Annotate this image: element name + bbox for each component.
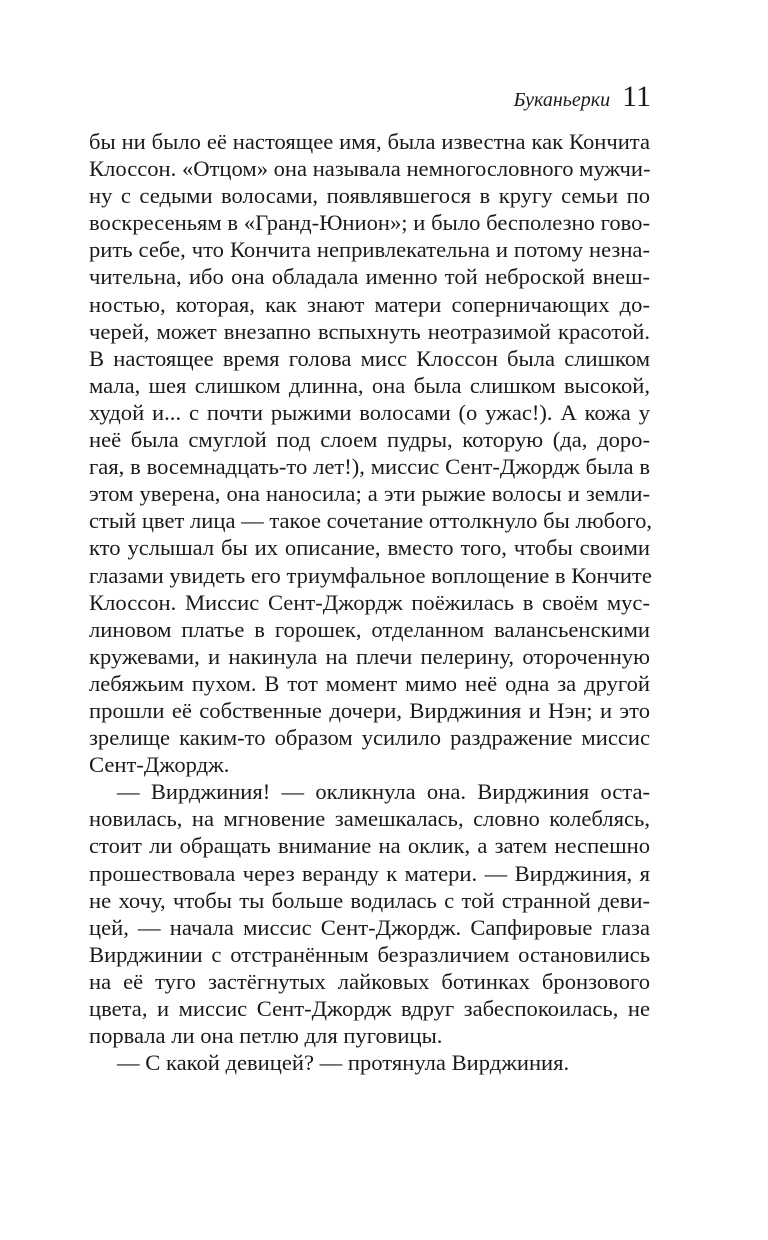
text-line: гая, в восемнадцать-то лет!), миссис Сент-Джордж была в (89, 454, 650, 480)
page-number: 11 (622, 80, 651, 113)
body-text (89, 128, 653, 1076)
text-line: Сент-Джордж. (89, 752, 230, 778)
text-line: новилась, на мгновение замешкалась, словно колеблясь, (89, 806, 650, 832)
text-line: неё была смуглой под слоем пудры, которую (да, доро- (89, 427, 650, 453)
running-title: Буканьерки (513, 89, 611, 111)
text-line: прошли её собственные дочери, Вирджиния и Нэн; и это (89, 697, 650, 723)
text-line: Клоссон. Миссис Сент-Джордж поёжилась в своём мус- (89, 589, 650, 615)
text-line: лебяжьим пухом. В тот момент мимо неё одна за другой (89, 670, 650, 696)
text-line: этом уверена, она наносила; а эти рыжие волосы и земли- (89, 481, 650, 507)
text-line: бы ни было её настоящее имя, была известна как Кончита (89, 129, 650, 154)
text-line: порвала ли она петлю для пуговицы. (89, 1023, 443, 1049)
text-line: зрелище каким-то образом усилило раздражение миссис (89, 725, 650, 751)
text-line: не хочу, чтобы ты больше водилась с той странной деви- (89, 887, 650, 913)
text-line: Клоссон. «Отцом» она называла немногословного мужчи- (89, 156, 651, 182)
text-line: — С какой девицей? — протянула Вирджиния. (117, 1050, 570, 1076)
text-line: стоит ли обращать внимание на оклик, а затем неспешно (89, 833, 650, 859)
text-line: чительна, ибо она обладала именно той неброской внеш- (89, 264, 650, 290)
text-line: кто услышал бы их описание, вместо того, чтобы своими (89, 535, 650, 561)
text-line: стый цвет лица — такое сочетание оттолкнуло бы любого, (89, 508, 653, 534)
text-line: рить себе, что Кончита непривлекательна и потому незна- (89, 237, 650, 263)
text-line: на её туго застёгнутых лайковых ботинках бронзового (89, 968, 650, 994)
paragraph (89, 778, 650, 1049)
text-line: мала, шея слишком длинна, она была слишком высокой, (89, 372, 650, 398)
running-header (514, 80, 651, 114)
text-line: — Вирджиния! — окликнула она. Вирджиния оста- (117, 779, 650, 805)
text-line: Вирджинии с отстранённым безразличием остановились (89, 941, 650, 967)
text-line: худой и... с почти рыжими волосами (о ужас!). А кожа у (89, 399, 650, 425)
paragraph (89, 128, 653, 778)
text-line: цвета, и миссис Сент-Джордж вдруг забеспокоилась, не (89, 996, 650, 1021)
text-line: прошествовала через веранду к матери. — Вирджиния, я (89, 860, 650, 886)
text-line: ну с седыми волосами, появлявшегося в кругу семьи по (89, 183, 650, 209)
text-line: черей, может внезапно вспыхнуть неотразимой красотой. (89, 318, 650, 344)
paragraph (89, 1049, 650, 1076)
text-line: В настоящее время голова мисс Клоссон была слишком (89, 345, 650, 371)
text-line: цей, — начала миссис Сент-Джордж. Сапфировые глаза (89, 914, 650, 940)
text-line: глазами увидеть его триумфальное воплощение в Кончите (89, 562, 652, 588)
text-line: кружевами, и накинула на плечи пелерину, отороченную (89, 643, 650, 669)
text-line: линовом платье в горошек, отделанном валансьенскими (89, 616, 650, 642)
text-line: воскресеньям в «Гранд-Юнион»; и было бесполезно гово- (89, 210, 650, 236)
text-line: ностью, которая, как знают матери соперничающих до- (89, 291, 650, 317)
